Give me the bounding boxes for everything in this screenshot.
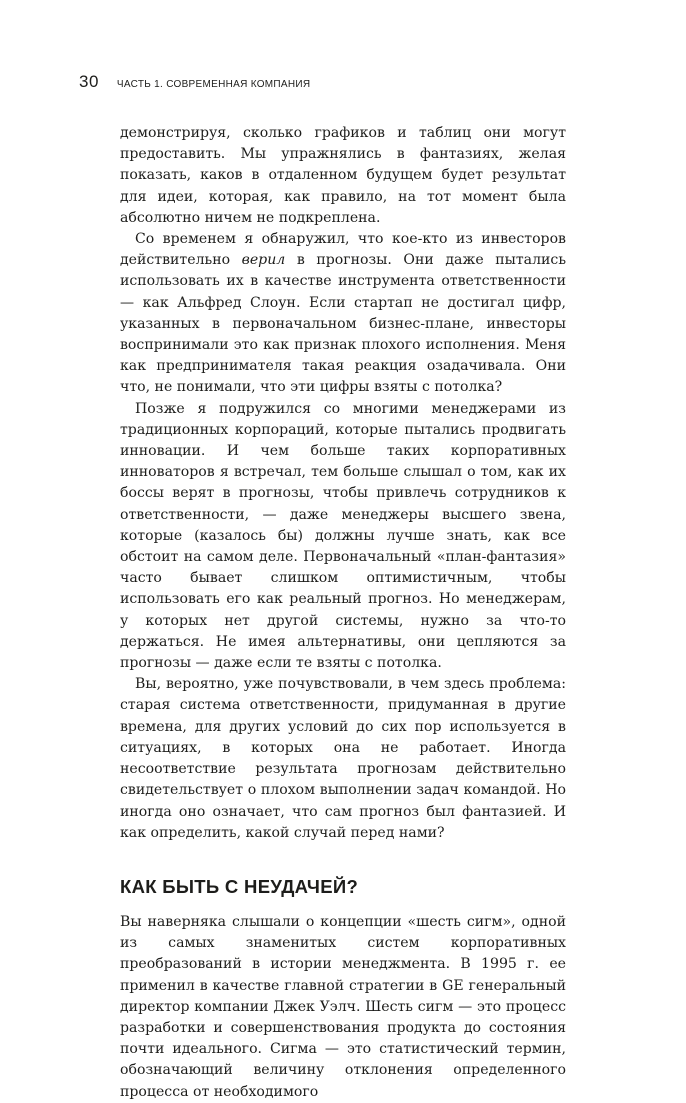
section-heading: КАК БЫТЬ С НЕУДАЧЕЙ? xyxy=(120,875,359,897)
running-head xyxy=(79,72,606,92)
section-paragraph: Вы наверняка слышали о концепции «шесть сигм», одной из самых знаменитых систем корпоративных преобразований в истории менеджмента. В 1995 г. ее применил в качестве главной стратегии в GE генеральный директор компании Джек Уэлч. Шесть сигм — это процесс разработки и совершенствования продукта до состояния почти идеального. Сигма — это статистический термин, обозначающий величину отклонения определенного процесса от необходимого xyxy=(120,913,566,1100)
paragraph-text: Позже я подружился со многими менеджерами из традиционных корпораций, которые пытались продвигать инновации. И чем больше таких корпоративных инноваторов я встречал, тем больше слышал о том, как их боссы верят в прогнозы, чтобы привлечь сотрудников к ответственности, — даже менеджеры высшего звена, которые (казалось бы) должны лучше знать, как все обстоит на самом деле. Первоначальный «план-фантазия» часто бывает слишком оптимистичным, чтобы использовать его как реальный прогноз. Но менеджерам, у которых нет другой системы, нужно за что-то держаться. Не имея альтернативы, они цепляются за прогнозы — даже если те взяты с потолка. xyxy=(120,400,566,672)
emphasis-text: верил xyxy=(241,252,286,269)
paragraph xyxy=(120,229,566,399)
chapter-title: ЧАСТЬ 1. СОВРЕМЕННАЯ КОМПАНИЯ xyxy=(116,79,311,90)
paragraph xyxy=(120,674,566,844)
paragraph-text: Вы, вероятно, уже почувствовали, в чем здесь проблема: старая система ответственности, придуманная в другие времена, для других условий до сих пор используется в ситуациях, в которых она не работает. Иногда несоответствие результата прогнозам действительно свидетельствует о плохом выполнении задач командой. Но иногда оно означает, что сам прогноз был фантазией. И как определить, какой случай перед нами? xyxy=(120,676,566,841)
paragraph xyxy=(120,399,566,675)
body-text xyxy=(120,123,566,1103)
paragraph-text: в прогнозы. Они даже пытались использовать их в качестве инструмента ответственности — как Альфред Слоун. Если стартап не достигал цифр, указанных в первоначальном бизнес-плане, инвесторы воспринимали это как признак плохого исполнения. Меня как предпринимателя такая реакция озадачивала. Они что, не понимали, что эти цифры взяты с потолка? xyxy=(120,252,566,396)
paragraph-text: демонстрируя, сколько графиков и таблиц они могут предоставить. Мы упражнялись в фантазиях, желая показать, каков в отдаленном будущем будет результат для идеи, которая, как правило, на тот момент была абсолютно ничем не подкреплена. xyxy=(120,125,566,226)
page-number: 30 xyxy=(79,72,99,91)
paragraph xyxy=(120,123,566,229)
paragraph-text: Со временем я обнаружил, что кое-кто из инвесторов действительно xyxy=(120,231,566,269)
